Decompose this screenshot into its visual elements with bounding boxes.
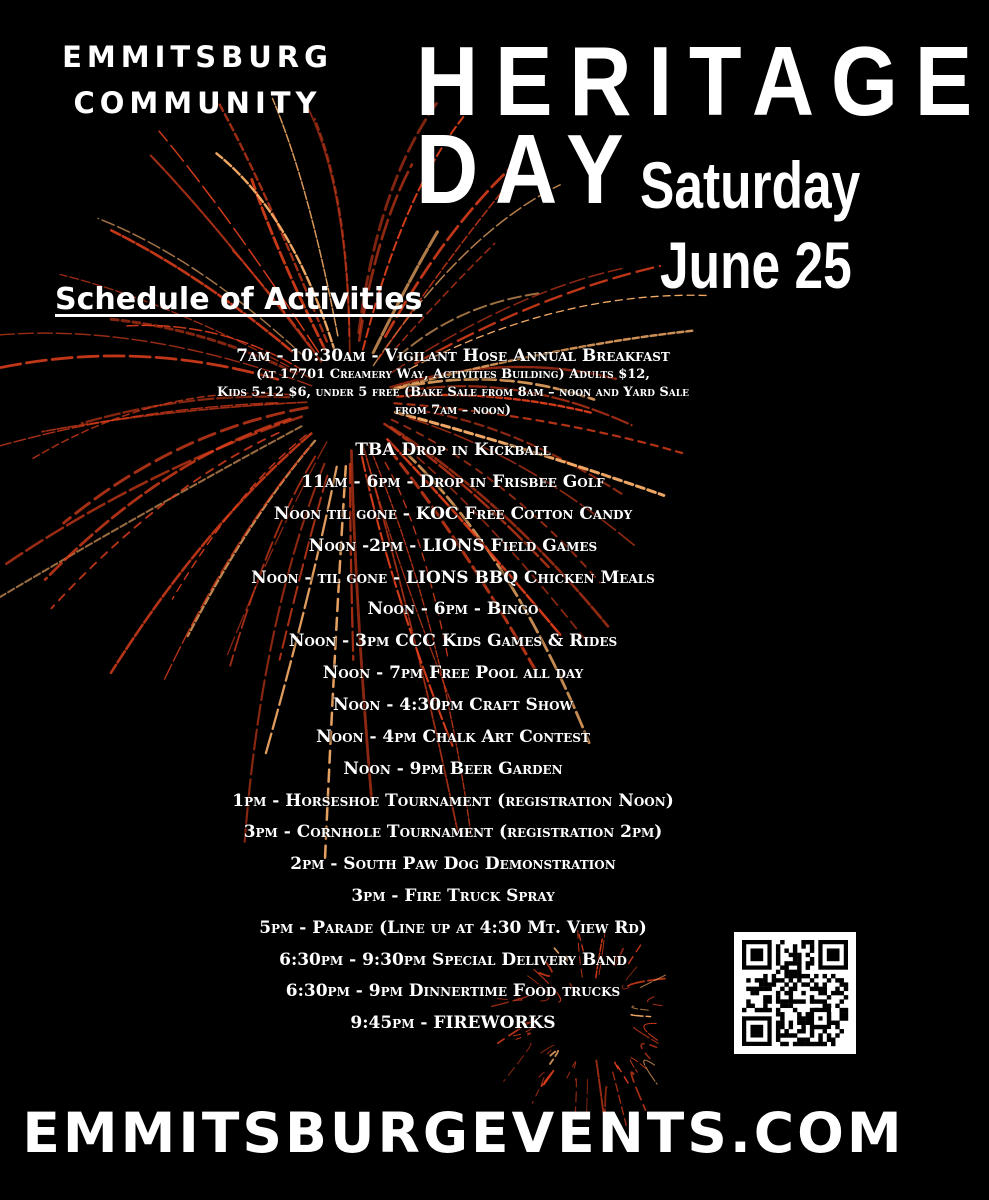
schedule-item: 5pm - Parade (Line up at 4:30 Mt. View Rd): [259, 918, 647, 938]
website-url[interactable]: EMMITSBURGEVENTS.COM: [22, 1101, 905, 1165]
firework-streak: [159, 131, 319, 352]
qr-code[interactable]: [734, 932, 856, 1054]
organizer-line-1: EMMITSBURG: [62, 40, 333, 74]
schedule-item: Noon - 9pm Beer Garden: [343, 759, 563, 779]
organizer-line-2: COMMUNITY: [73, 86, 322, 120]
firework-streak: [252, 180, 326, 351]
schedule-item: 11am - 6pm - Drop in Frisbee Golf: [301, 472, 605, 492]
schedule-item: TBA Drop in Kickball: [355, 440, 551, 460]
event-title-line-1: HERITAGE: [416, 26, 989, 136]
schedule-breakfast-detail: from 7am – noon): [394, 403, 512, 418]
schedule-item: 6:30pm - 9:30pm Special Delivery Band: [279, 950, 627, 970]
firework-streak: [567, 1062, 576, 1078]
firework-streak: [615, 1062, 628, 1083]
firework-streak: [550, 1050, 558, 1064]
event-weekday: Saturday: [640, 148, 861, 222]
schedule-breakfast-detail: (at 17701 Creamery Way, Activities Building) Adults $12,: [256, 367, 650, 382]
firework-streak: [644, 1060, 657, 1084]
firework-streak: [641, 1044, 656, 1061]
schedule-item: Noon - 4pm Chalk Art Contest: [316, 727, 590, 747]
firework-streak: [632, 1006, 651, 1010]
schedule-item: Noon til gone - KOC Free Cotton Candy: [273, 504, 633, 524]
firework-streak: [514, 1033, 531, 1039]
firework-streak: [504, 1044, 532, 1082]
schedule-item: 3pm - Fire Truck Spray: [351, 886, 555, 906]
schedule-breakfast-title: 7am - 10:30am - Vigilant Hose Annual Breakfast: [236, 346, 670, 366]
schedule-item: 6:30pm - 9pm Dinnertime Food trucks: [285, 981, 621, 1001]
schedule-item: Noon - 4:30pm Craft Show: [332, 695, 574, 715]
qr-code-pattern: [742, 940, 848, 1046]
schedule-item: Noon - til gone - LIONS BBQ Chicken Meals: [251, 568, 655, 588]
schedule-item: Noon -2pm - LIONS Field Games: [308, 536, 598, 556]
schedule-item: 2pm - South Paw Dog Demonstration: [290, 854, 616, 874]
schedule-heading: Schedule of Activities: [55, 282, 423, 317]
schedule-item: Noon - 7pm Free Pool all day: [322, 663, 584, 683]
schedule-item: Noon - 3pm CCC Kids Games & Rides: [288, 631, 618, 651]
schedule-breakfast-detail: Kids 5-12 $6, under 5 free (Bake Sale from 8am – noon and Yard Sale: [217, 385, 689, 400]
schedule-item: 3pm - Cornhole Tournament (registration 2pm): [243, 822, 663, 842]
event-date: June 25: [660, 228, 852, 302]
schedule-item: 1pm - Horseshoe Tournament (registration Noon): [232, 791, 674, 811]
schedule-item: 9:45pm - FIREWORKS: [350, 1013, 556, 1033]
schedule-item: Noon - 6pm - Bingo: [367, 599, 539, 619]
event-title-line-2: DAY: [416, 114, 641, 224]
firework-streak: [351, 451, 371, 800]
